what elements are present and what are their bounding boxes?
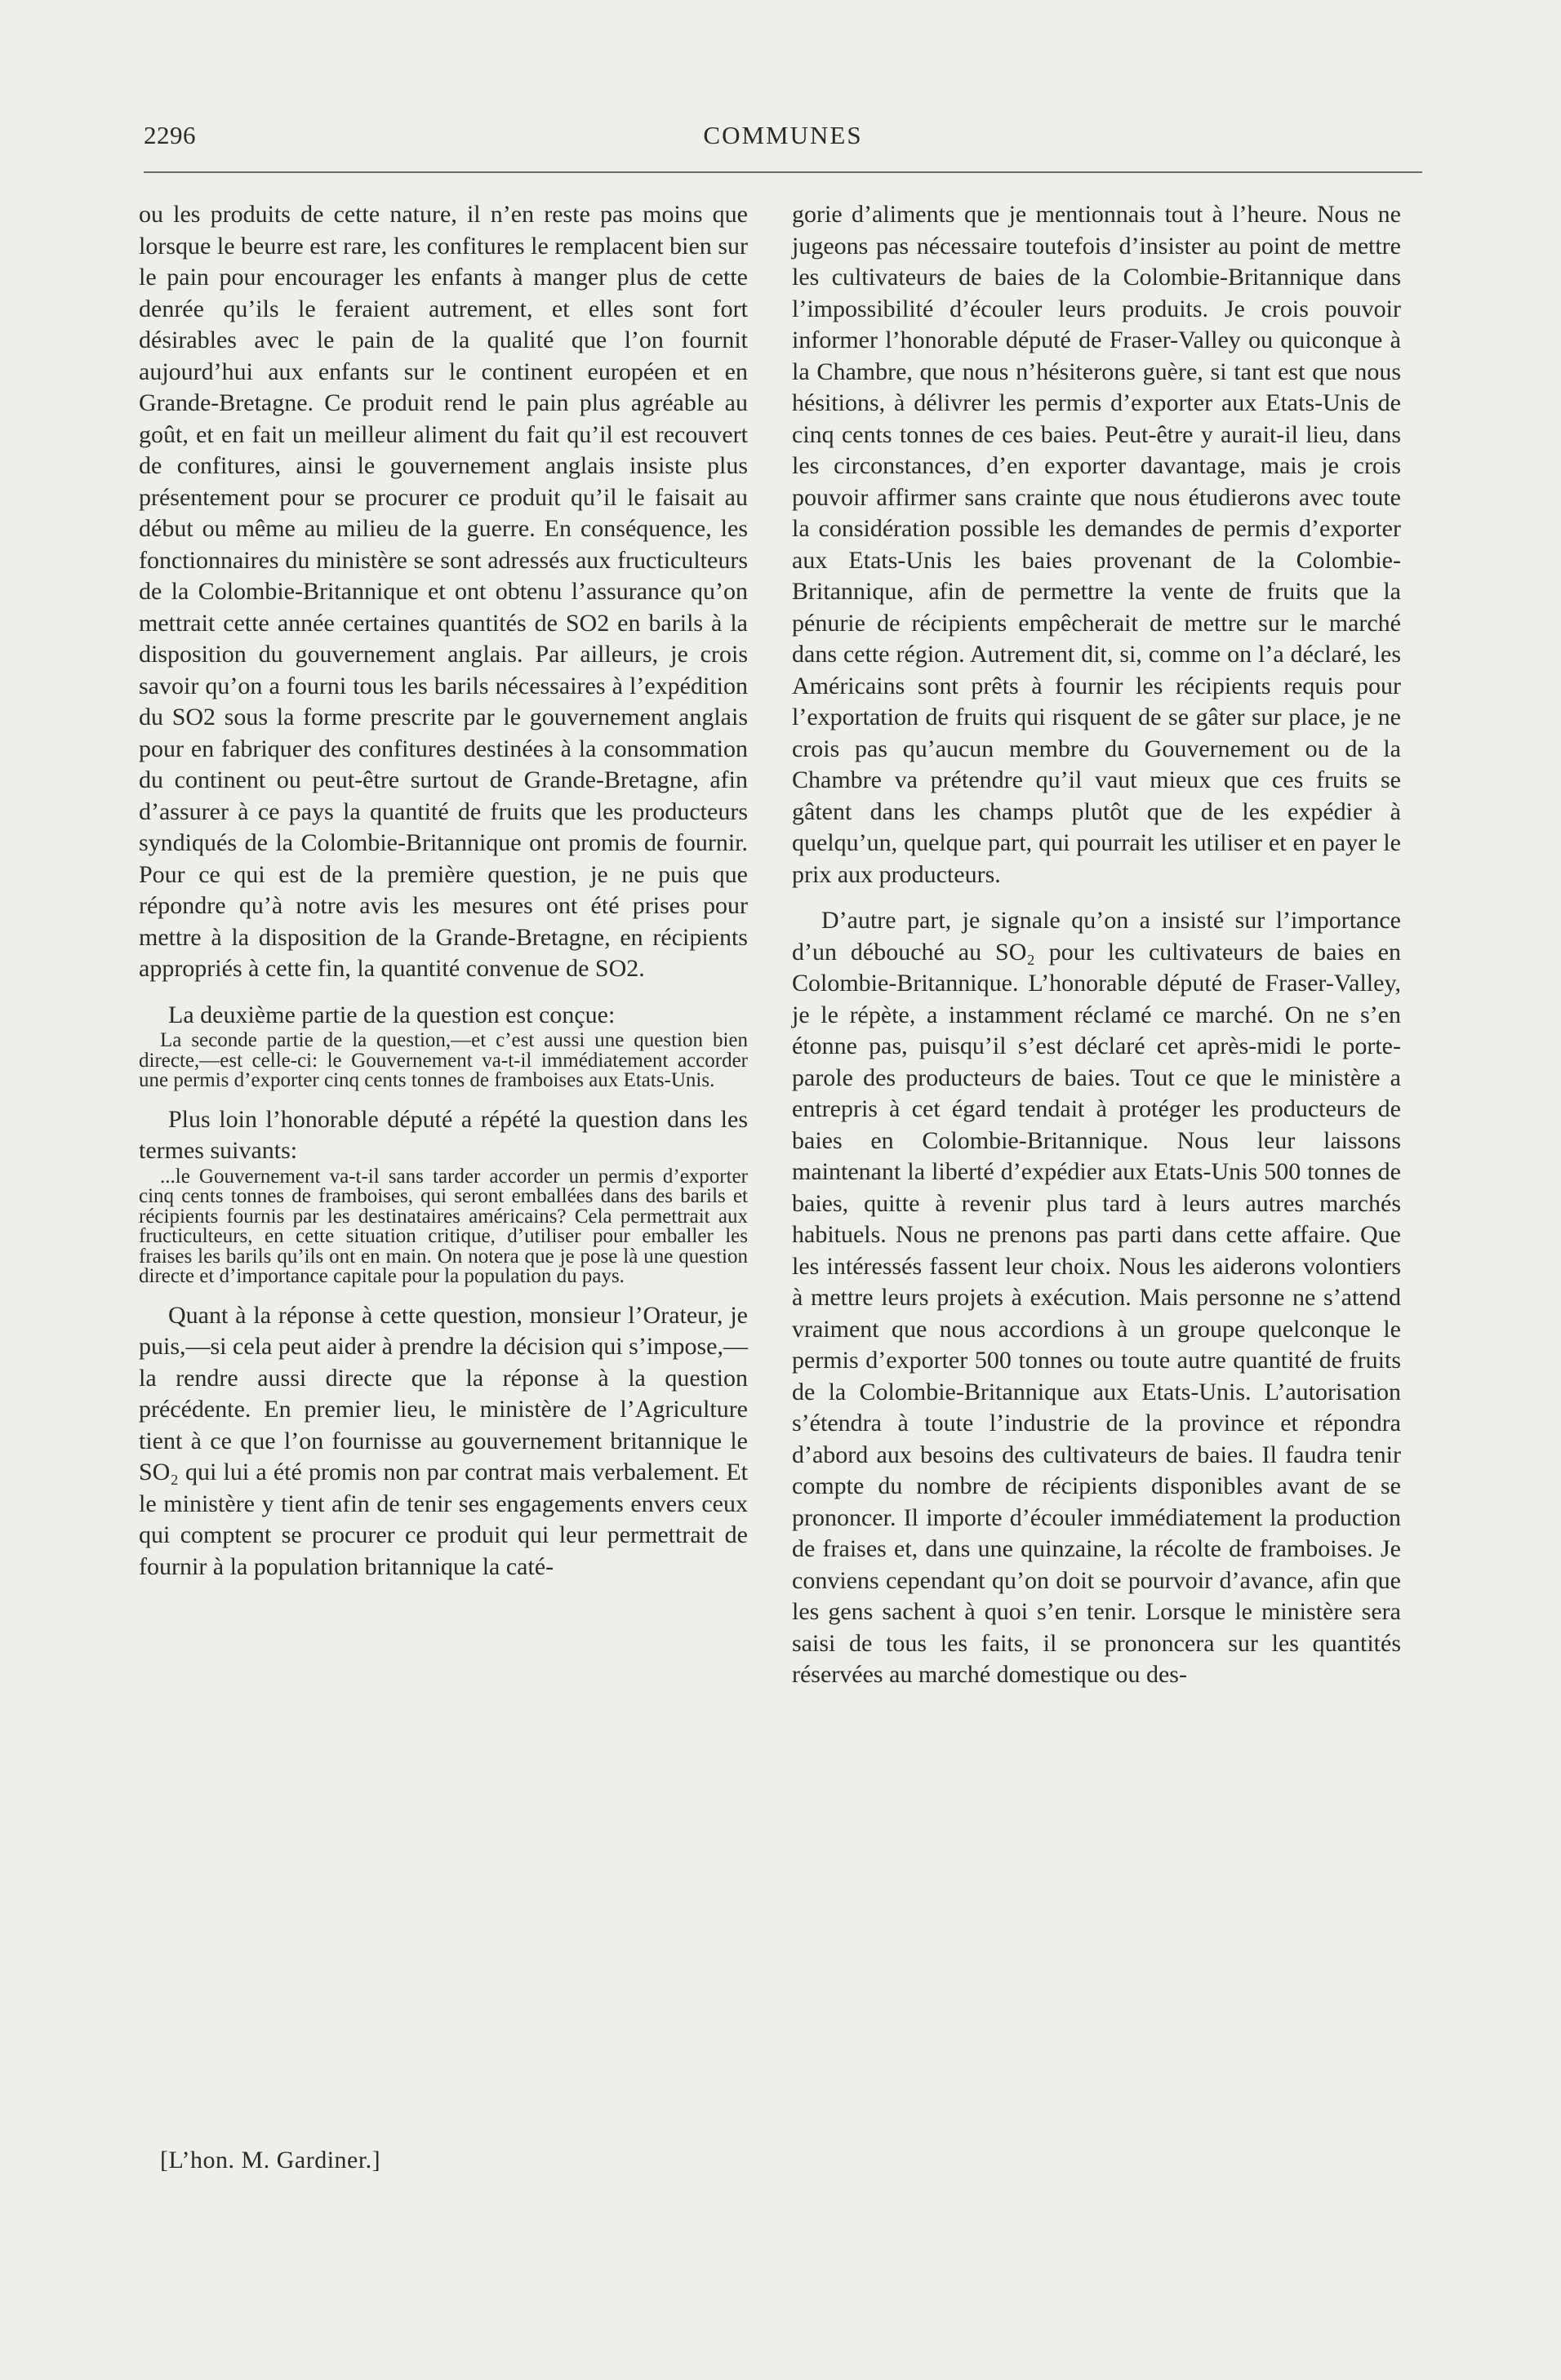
left-paragraph-4: Quant à la réponse à cette question, monsieur l’Orateur, je puis,—si cela peut aider à prendre la décision qui s’impose,—la rendre aussi directe que la réponse à la question précédente. En premier lieu, le ministère de l’Agriculture tient à ce que l’on fournisse au gouvernement britannique le SO₂ qui lui a été promis non par contrat mais verbalement. Et le ministère y tient afin de tenir ses engagements envers ceux qui comptent se procurer ce produit qui leur permettrait de fournir à la population britannique la caté-: [139, 1301, 748, 1580]
header-rule: [144, 171, 1422, 173]
right-column: [792, 199, 1401, 1691]
speaker-signature: [L’hon. M. Gardiner.]: [160, 2147, 381, 2174]
quotation-2: ...le Gouvernement va-t-il sans tarder accorder un permis d’exporter cinq cents tonnes de framboises, qui seront emballées dans des barils et récipients fournis par les destinataires américains? Cela permettrait aux fructiculteurs, en cette situation critique, d’utiliser pour emballer les fraises les barils qu’ils ont en main. On notera que je pose là une question directe et d’importance capitale pour la population du pays.: [139, 1165, 748, 1287]
left-column: [139, 199, 748, 1583]
page-number: 2296: [144, 121, 196, 149]
right-paragraph-1: gorie d’aliments que je mentionnais tout à l’heure. Nous ne jugeons pas nécessaire toutefois d’insister au point de mettre les cultivateurs de baies de la Colombie-Britannique dans l’impossibilité d’écouler leurs produits. Je crois pouvoir informer l’honorable député de Fraser-Valley ou quiconque à la Chambre, que nous n’hésiterons guère, si tant est que nous hésitions, à délivrer les permis d’exporter aux Etats-Unis de cinq cents tonnes de ces baies. Peut-être y aurait-il lieu, dans les circonstances, d’en exporter davantage, mais je crois pouvoir affirmer sans crainte que nous étudierons avec toute la considération possible les demandes de permis d’exporter aux Etats-Unis les baies provenant de la Colombie-Britannique, afin de permettre la vente de fruits que la pénurie de récipients empêcherait de mettre sur le marché dans cette région. Autrement dit, si, comme on l’a déclaré, les Américains sont prêts à fournir les récipients requis pour l’exportation de fruits qui risquent de se gâter sur place, je ne crois pas qu’aucun membre du Gouvernement ou de la Chambre va prétendre qu’il vaut mieux que ces fruits se gâtent dans les champs plutôt que de les expédier à quelqu’un, quelque part, qui pourrait les utiliser et en payer le prix aux producteurs.: [792, 201, 1401, 888]
left-paragraph-2: La deuxième partie de la question est conçue:: [168, 1001, 616, 1028]
running-head: COMMUNES: [703, 121, 863, 149]
left-paragraph-1: ou les produits de cette nature, il n’en reste pas moins que lorsque le beurre est rare, les confitures le remplacent bien sur le pain pour encourager les enfants à manger plus de cette denrée qu’ils le feraient autrement, et elles sont fort désirables avec le pain de la qualité que l’on fournit aujourd’hui aux enfants sur le continent européen et en Grande-Bretagne. Ce produit rend le pain plus agréable au goût, et en fait un meilleur aliment du fait qu’il est recouvert de confitures, ainsi le gouvernement anglais insiste plus présentement pour se procurer ce produit qu’il le faisait au début ou même au milieu de la guerre. En conséquence, les fonctionnaires du ministère se sont adressés aux fructiculteurs de la Colombie-Britannique et ont obtenu l’assurance qu’on mettrait cette année certaines quantités de SO2 en barils à la disposition du gouvernement anglais. Par ailleurs, je crois savoir qu’on a fourni tous les barils nécessaires à l’expédition du SO2 sous la forme prescrite par le gouvernement anglais pour en fabriquer des confitures destinées à la consommation du continent ou peut-être surtout de Grande-Bretagne, afin d’assurer à ce pays la quantité de fruits que les producteurs syndiqués de la Colombie-Britannique ont promis de fournir. Pour ce qui est de la première question, je ne puis que répondre qu’à notre avis les mesures ont été prises pour mettre à la disposition de la Grande-Bretagne, en récipients appropriés à cette fin, la quantité convenue de SO2.: [139, 201, 748, 982]
page-header: [144, 121, 1422, 162]
left-paragraph-3: Plus loin l’honorable député a répété la question dans les termes suivants:: [139, 1105, 748, 1164]
right-paragraph-2: D’autre part, je signale qu’on a insisté sur l’importance d’un débouché au SO₂ pour les cultivateurs de baies en Colombie-Britannique. L’honorable député de Fraser-Valley, je le répète, a instamment réclamé ce marché. On ne s’en étonne pas, puisqu’il s’est déclaré cet après-midi le porte-parole des producteurs de baies. Tout ce que le ministère a entrepris à cet égard tendait à protéger les producteurs de baies en Colombie-Britannique. Nous leur laissons maintenant la liberté d’expédier aux Etats-Unis 500 tonnes de baies, quitte à revenir plus tard à leurs autres marchés habituels. Nous ne prenons pas parti dans cette affaire. Que les intéressés fassent leur choix. Nous les aiderons volontiers à mettre leurs projets à exécution. Mais personne ne s’attend vraiment que nous accordions à un groupe quelconque le permis d’exporter 500 tonnes ou toute autre quantité de fruits de la Colombie-Britannique aux Etats-Unis. L’autorisation s’étendra à toute l’industrie de la province et répondra d’abord aux besoins des cultivateurs de baies. Il faudra tenir compte du nombre de récipients disponibles avant de se prononcer. Il importe d’écouler immédiatement la production de fraises et, dans une quinzaine, la récolte de framboises. Je conviens cependant qu’on doit se pourvoir d’avance, afin que les gens sachent à quoi s’en tenir. Lorsque le ministère sera saisi de tous les faits, il se prononcera sur les quantités réservées au marché domestique ou des-: [792, 907, 1401, 1688]
quotation-1: La seconde partie de la question,—et c’est aussi une question bien directe,—est celle-ci: le Gouvernement va-t-il immédiatement accorder une permis d’exporter cinq cents tonnes de framboises aux Etats-Unis.: [139, 1029, 748, 1091]
